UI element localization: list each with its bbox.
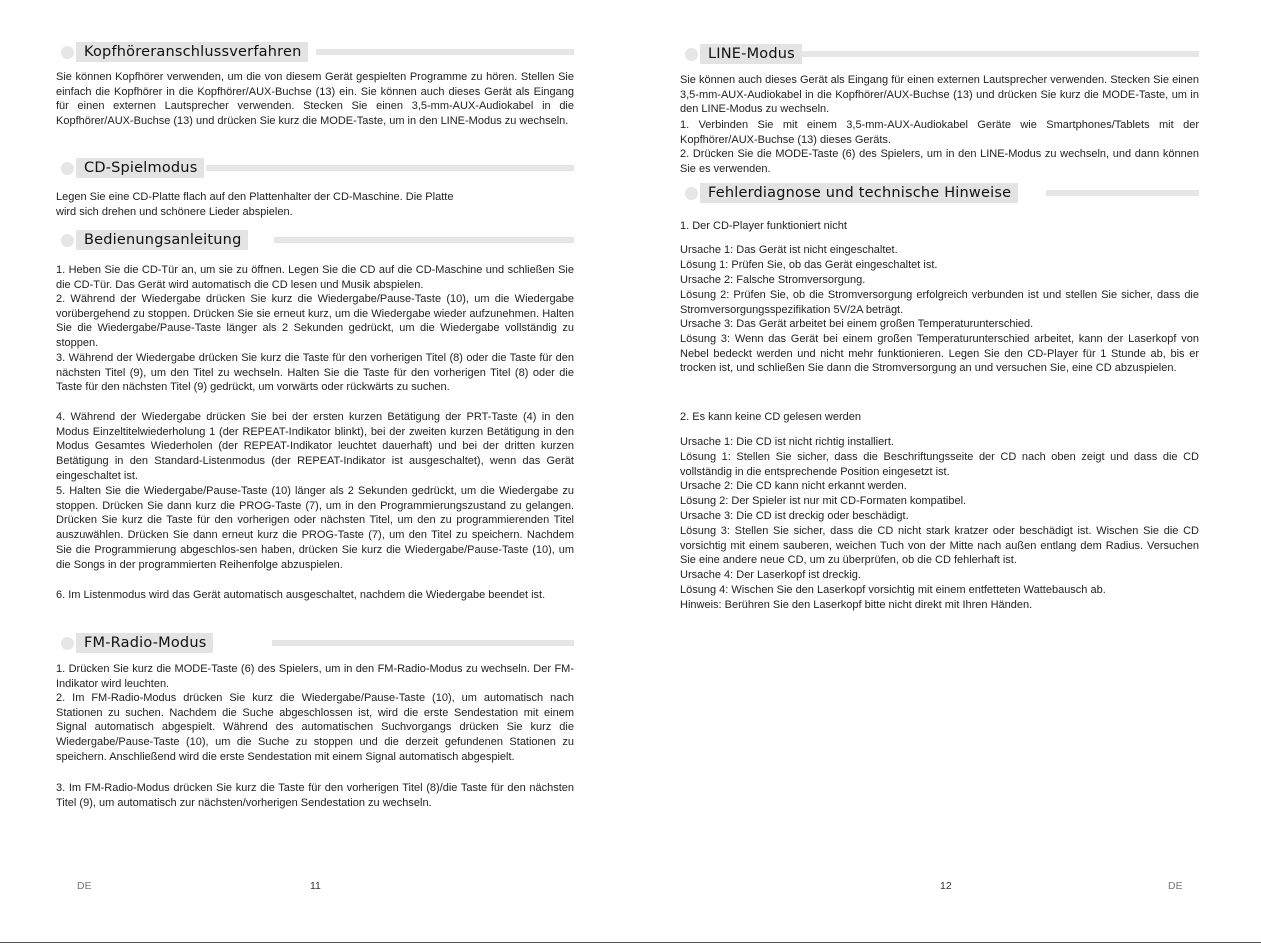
bullet-dot-icon [61, 162, 74, 175]
section-title: Bedienungsanleitung [76, 230, 248, 250]
paragraph: Ursache 3: Das Gerät arbeitet bei einem großen Temperaturunterschied. [680, 318, 1034, 330]
section-rule [274, 237, 574, 243]
paragraph: Ursache 2: Die CD kann nicht erkannt werden. [680, 480, 907, 492]
paragraph: Lösung 1: Stellen Sie sicher, dass die Beschriftungsseite der CD nach oben zeigt und dass die CD vollständig in die entsprechende Position eingesetzt ist. [680, 451, 1199, 478]
bullet-dot-icon [61, 46, 74, 59]
page-number: 12 [940, 880, 952, 892]
paragraph: Lösung 4: Wischen Sie den Laserkopf vorsichtig mit einem entfetteten Wattebausch ab. [680, 584, 1106, 596]
paragraph: 1. Der CD-Player funktioniert nicht [680, 220, 847, 232]
paragraph: Legen Sie eine CD-Platte flach auf den Plattenhalter der CD-Maschine. Die Platte wird sich drehen und schönere Lieder abspielen. [56, 191, 454, 218]
paragraph: Lösung 2: Prüfen Sie, ob die Stromversorgung erfolgreich verbunden ist und stellen Sie sicher, dass die Stromversorgungsspezifikation 5V/2A beträgt. [680, 289, 1199, 316]
section-rule [272, 640, 574, 646]
paragraph: 1. Drücken Sie kurz die MODE-Taste (6) des Spielers, um in den FM-Radio-Modus zu wechseln. Der FM-Indikator wird leuchten. [56, 663, 574, 690]
section-rule [798, 51, 1199, 57]
paragraph: Hinweis: Berühren Sie den Laserkopf bitte nicht direkt mit Ihren Händen. [680, 599, 1033, 611]
section-header-fm-radio [56, 633, 574, 653]
section-title: Fehlerdiagnose und technische Hinweise [700, 183, 1018, 203]
section-rule [206, 165, 574, 171]
bullet-dot-icon [61, 234, 74, 247]
paragraph: 2. Drücken Sie die MODE-Taste (6) des Spielers, um in den LINE-Modus zu wechseln, und dann können Sie es verwenden. [680, 148, 1199, 175]
section-title: Kopfhöreranschlussverfahren [76, 42, 308, 62]
section-header-instructions [56, 230, 574, 250]
paragraph: 3. Während der Wiedergabe drücken Sie kurz die Taste für den vorherigen Titel (8) oder die Taste für den nächsten Titel (9), um den Titel zu wechseln. Halten Sie die Taste für den vorherigen Titel (8) oder die Taste für den nächsten Titel (9) gedrückt, um vorwärts oder rückwärts zu suchen. [56, 352, 574, 394]
section-header-headphones [56, 42, 574, 62]
paragraph: Sie können auch dieses Gerät als Eingang für einen externen Lautsprecher verwenden. Stecken Sie einen 3,5-mm-AUX-Audiokabel in die Kopfhörer/AUX-Buchse (13) und drücken Sie kurz die MODE-Taste, um in den LINE-Modus zu wechseln. [680, 74, 1199, 116]
bullet-dot-icon [61, 637, 74, 650]
paragraph: Sie können Kopfhörer verwenden, um die von diesem Gerät gespielten Programme zu hören. Stellen Sie einfach die Kopfhörer in die Kopfhörer/AUX-Buchse (13) ein. Sie können auch dieses Gerät als Eingang für einen externen Lautsprecher verwenden. Stecken Sie einen 3,5-mm-AUX-Audiokabel in die Kopfhörer/AUX-Buchse (13) und drücken Sie kurz die MODE-Taste, um in den LINE-Modus zu wechseln. [56, 71, 574, 128]
paragraph: Lösung 3: Stellen Sie sicher, dass die CD nicht stark kratzer oder beschädigt ist. Wischen Sie die CD vorsichtig mit einem sauberen, weichen Tuch von der Mitte nach außen entlang dem Radius. Versuchen Sie eine andere neue CD, um zu überprüfen, ob die CD fehlerhaft ist. [680, 525, 1199, 567]
paragraph: 3. Im FM-Radio-Modus drücken Sie kurz die Taste für den vorherigen Titel (8)/die Taste für den nächsten Titel (9), um automatisch zur nächsten/vorherigen Sendestation zu wechseln. [56, 782, 574, 809]
paragraph: Ursache 1: Die CD ist nicht richtig installiert. [680, 436, 894, 448]
footer-language: DE [1168, 880, 1183, 892]
page-number: 11 [310, 880, 321, 892]
section-title: CD-Spielmodus [76, 158, 204, 178]
paragraph: Lösung 2: Der Spieler ist nur mit CD-Formaten kompatibel. [680, 495, 967, 507]
section-header-troubleshooting [680, 183, 1199, 203]
footer-language: DE [77, 880, 92, 892]
paragraph: Ursache 2: Falsche Stromversorgung. [680, 274, 866, 286]
section-rule [316, 49, 574, 55]
section-title: FM-Radio-Modus [76, 633, 213, 653]
paragraph: Ursache 1: Das Gerät ist nicht eingeschaltet. [680, 244, 898, 256]
bullet-dot-icon [685, 187, 698, 200]
paragraph: Lösung 1: Prüfen Sie, ob das Gerät eingeschaltet ist. [680, 259, 938, 271]
section-header-cd-play [56, 158, 574, 178]
paragraph: 4. Während der Wiedergabe drücken Sie bei der ersten kurzen Betätigung der PRT-Taste (4) in den Modus Einzeltitelwiederholung 1 (der REPEAT-Indikator blinkt), bei der zweiten kurzen Betätigung in den Modus Gesamtes Wiederholen (der REPEAT-Indikator leuchtet dauerhaft) und bei der dritten kurzen Betätigung in den Standard-Listenmodus (der REPEAT-Indikator ist ausgeschaltet), wenn das Gerät eingeschaltet ist. [56, 411, 574, 482]
page-bottom-border [0, 942, 1261, 943]
paragraph: Ursache 4: Der Laserkopf ist dreckig. [680, 569, 861, 581]
paragraph: 1. Verbinden Sie mit einem 3,5-mm-AUX-Audiokabel Geräte wie Smartphones/Tablets mit der Kopfhörer/AUX-Buchse (13) dieses Geräts. [680, 119, 1199, 146]
paragraph: Lösung 3: Wenn das Gerät bei einem großen Temperaturunterschied arbeitet, kann der Laserkopf von Nebel bedeckt werden und nicht mehr funktionieren. Legen Sie den CD-Player für 1 Stunde ab, bis er trocken ist, und schließen Sie dann die Stromversorgung an und versuchen Sie, eine CD abzuspielen. [680, 333, 1199, 375]
section-rule [1046, 190, 1199, 196]
paragraph: Ursache 3: Die CD ist dreckig oder beschädigt. [680, 510, 909, 522]
paragraph: 5. Halten Sie die Wiedergabe/Pause-Taste (10) länger als 2 Sekunden gedrückt, um die Wiedergabe zu stoppen. Drücken Sie dann kurz die PROG-Taste (7), um in den Programmierungszustand zu gelangen. Drücken Sie kurz die Taste für den vorherigen oder nächsten Titel, um den zu programmierenden Titel auszuwählen. Drücken Sie dann erneut kurz die PROG-Taste (7), um den Titel zu speichern. Nachdem Sie die Programmierung abgeschlos-sen haben, drücken Sie kurz die Wiedergabe/Pause-Taste (10), um die Songs in der programmierten Reihenfolge abzuspielen. [56, 485, 574, 571]
section-header-line-mode [680, 44, 1199, 64]
paragraph: 2. Während der Wiedergabe drücken Sie kurz die Wiedergabe/Pause-Taste (10), um die Wiedergabe vorübergehend zu stoppen. Drücken Sie sie erneut kurz, um die Wiedergabe wieder aufzunehmen. Halten Sie die Wiedergabe/Pause-Taste länger als 2 Sekunden gedrückt, um die Wiedergabe vollständig zu stoppen. [56, 293, 574, 350]
section-title: LINE-Modus [700, 44, 802, 64]
paragraph: 1. Heben Sie die CD-Tür an, um sie zu öffnen. Legen Sie die CD auf die CD-Maschine und schließen Sie die CD-Tür. Das Gerät wird automatisch die CD lesen und Musik abspielen. [56, 264, 574, 291]
paragraph: 6. Im Listenmodus wird das Gerät automatisch ausgeschaltet, nachdem die Wiedergabe beendet ist. [56, 589, 546, 601]
paragraph: 2. Es kann keine CD gelesen werden [680, 411, 861, 423]
paragraph: 2. Im FM-Radio-Modus drücken Sie kurz die Wiedergabe/Pause-Taste (10), um automatisch nach Stationen zu suchen. Nachdem die Suche abgeschlossen ist, wird die erste Sendestation mit einem Signal automatisch abgespielt. Während des automatischen Suchvorgangs drücken Sie kurz die Wiedergabe/Pause-Taste (10), um die Suche zu stoppen und die derzeit gefundenen Stationen zu speichern. Anschließend wird die erste Sendestation mit einem Signal automatisch abgespielt. [56, 692, 574, 763]
bullet-dot-icon [685, 48, 698, 61]
